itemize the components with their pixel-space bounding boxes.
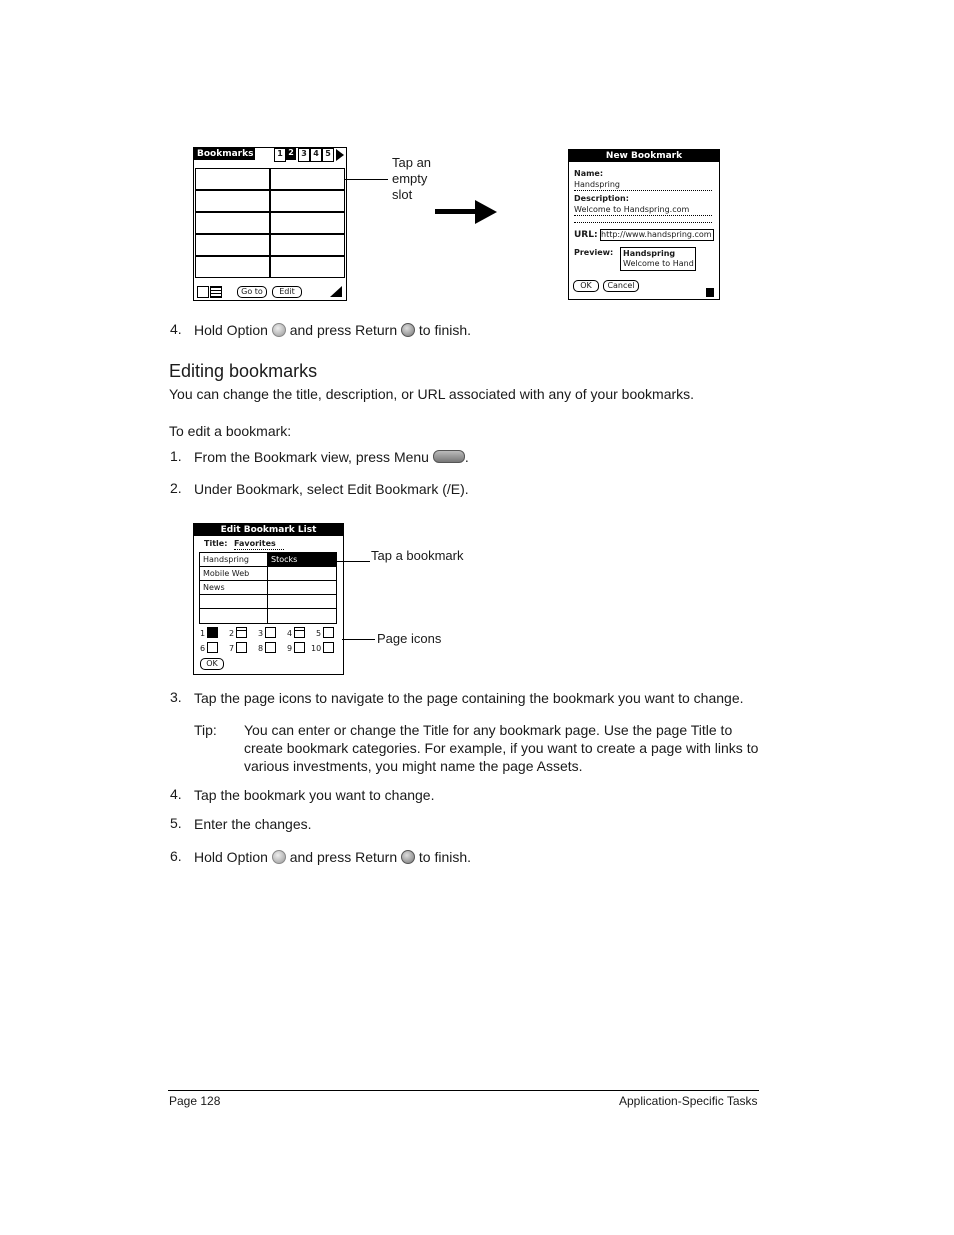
goto-button[interactable]: Go to [237,286,267,298]
description-label: Description: [574,194,629,203]
edit-button[interactable]: Edit [272,286,302,298]
page-icon[interactable] [294,627,305,638]
url-label: URL: [574,230,598,240]
chapter-title: Application-Specific Tasks [619,1094,758,1108]
footer-rule [168,1090,759,1091]
step-number: 3. [170,689,182,705]
step-number: 4. [170,786,182,802]
page-icon[interactable] [236,642,247,653]
step-text: and press Return [289,849,398,865]
description-field[interactable]: Welcome to Handspring.com [574,205,712,216]
page-icon[interactable] [323,627,334,638]
page-icon[interactable] [236,627,247,638]
bookmark-table [199,552,337,624]
ok-button[interactable]: OK [573,280,599,292]
page-number: 7 [229,644,235,653]
scroll-indicator-icon [706,288,714,297]
preview-box [620,247,696,271]
page-number: 6 [200,644,206,653]
step-3-text: Tap the page icons to navigate to the page containing the bookmark you want to change. [194,690,744,706]
slot[interactable] [195,168,270,190]
preview-label: Preview: [574,248,614,257]
right-arrow-head-icon [475,200,497,224]
title-label: Title: [204,539,228,548]
ok-button[interactable]: OK [200,658,224,670]
page-number: 2 [229,629,235,638]
right-arrow-icon [435,209,477,214]
new-bookmark-screen [568,149,720,300]
step-text: to finish. [418,322,472,338]
step-4-text [194,321,471,339]
bookmark-cell[interactable] [268,609,336,623]
section-heading: Editing bookmarks [169,361,318,381]
procedure-title: To edit a bookmark: [169,423,292,439]
tip-line: You can enter or change the Title for any bookmark page. Use the page Title to [244,722,733,738]
preview-line-2: Welcome to Hand [623,259,694,268]
tap-empty-slot-callout: Tap an empty slot [392,155,432,202]
cancel-button[interactable]: Cancel [603,280,639,292]
slot[interactable] [270,234,345,256]
page-icons-callout: Page icons [377,631,442,646]
step-1-text [194,448,469,466]
slot[interactable] [195,256,270,278]
bookmark-cell[interactable] [268,595,336,609]
tip-line: create bookmark categories. For example, if you want to create a page with links to [244,740,759,756]
name-label: Name: [574,169,604,178]
callout-line [345,179,388,180]
bookmark-slots [195,168,345,278]
edit-bookmark-list-screen [193,523,344,675]
step-text: to finish. [418,849,472,865]
section-intro: You can change the title, description, or URL associated with any of your bookmarks. [169,386,695,402]
step-number: 6. [170,848,182,864]
return-button-icon [401,850,415,864]
step-text: and press Return [289,322,398,338]
signal-icon [330,286,342,297]
step-5-text: Enter the changes. [194,816,312,832]
page-tab-2[interactable]: 2 [286,148,296,160]
name-field[interactable]: Handspring [574,180,712,191]
page-number: 1 [200,629,206,638]
return-button-icon [401,323,415,337]
preview-line-1: Handspring [623,249,676,258]
slot[interactable] [270,168,345,190]
step-number: 2. [170,480,182,496]
tip-line: various investments, you might name the page Assets. [244,758,583,774]
menu-button-icon [433,450,465,463]
edit-bookmark-list-title: Edit Bookmark List [194,524,343,536]
bookmark-cell[interactable]: Handspring [200,553,268,567]
page-icon[interactable] [265,627,276,638]
slot[interactable] [270,212,345,234]
step-text: Hold Option [194,849,268,865]
tip-label: Tip: [194,722,217,738]
list-view-icon[interactable] [210,286,222,298]
page-number: 5 [316,629,322,638]
step-number: 4. [170,321,182,337]
slot[interactable] [270,190,345,212]
page-icon[interactable] [207,642,218,653]
page-number: 8 [258,644,264,653]
option-button-icon [272,850,286,864]
bookmark-cell[interactable] [268,581,336,595]
view-toggle-icon[interactable] [197,286,209,298]
page-tab-1[interactable]: 1 [274,148,286,162]
page-number: 4 [287,629,293,638]
slot[interactable] [195,234,270,256]
new-bookmark-title: New Bookmark [569,150,719,162]
slot[interactable] [195,212,270,234]
page-tab-3[interactable]: 3 [298,148,310,162]
option-button-icon [272,323,286,337]
bookmarks-title: Bookmarks [194,148,255,160]
step-4-text: Tap the bookmark you want to change. [194,787,435,803]
next-page-arrow-icon[interactable] [336,149,344,161]
page-number: 3 [258,629,264,638]
page-number: 10 [311,644,322,653]
step-text: Hold Option [194,322,268,338]
bookmark-cell[interactable] [200,609,268,623]
callout-line [336,561,370,562]
page-icon[interactable] [207,627,218,638]
page-icon[interactable] [265,642,276,653]
step-6-text [194,848,471,866]
page-tab-4[interactable]: 4 [310,148,322,162]
bookmark-cell[interactable] [200,595,268,609]
bookmarks-screen [193,147,347,301]
title-field[interactable]: Favorites [234,539,284,550]
page-tab-5[interactable]: 5 [322,148,334,162]
bookmark-cell[interactable] [268,567,336,581]
page-icon[interactable] [323,642,334,653]
step-text: From the Bookmark view, press Menu [194,449,429,465]
bookmark-cell-selected[interactable]: Stocks [268,553,336,567]
page-number: Page 128 [169,1094,221,1108]
step-number: 5. [170,815,182,831]
tap-bookmark-callout: Tap a bookmark [371,548,464,563]
callout-line [342,639,375,640]
page-icon[interactable] [294,642,305,653]
description-field-line [574,222,712,223]
slot[interactable] [195,190,270,212]
page-number: 9 [287,644,293,653]
url-field[interactable]: http://www.handspring.com [600,229,714,241]
slot[interactable] [270,256,345,278]
bookmark-cell[interactable]: Mobile Web [200,567,268,581]
step-number: 1. [170,448,182,464]
step-text: . [464,449,469,465]
step-2-text: Under Bookmark, select Edit Bookmark (/E). [194,481,469,497]
bookmark-cell[interactable]: News [200,581,268,595]
